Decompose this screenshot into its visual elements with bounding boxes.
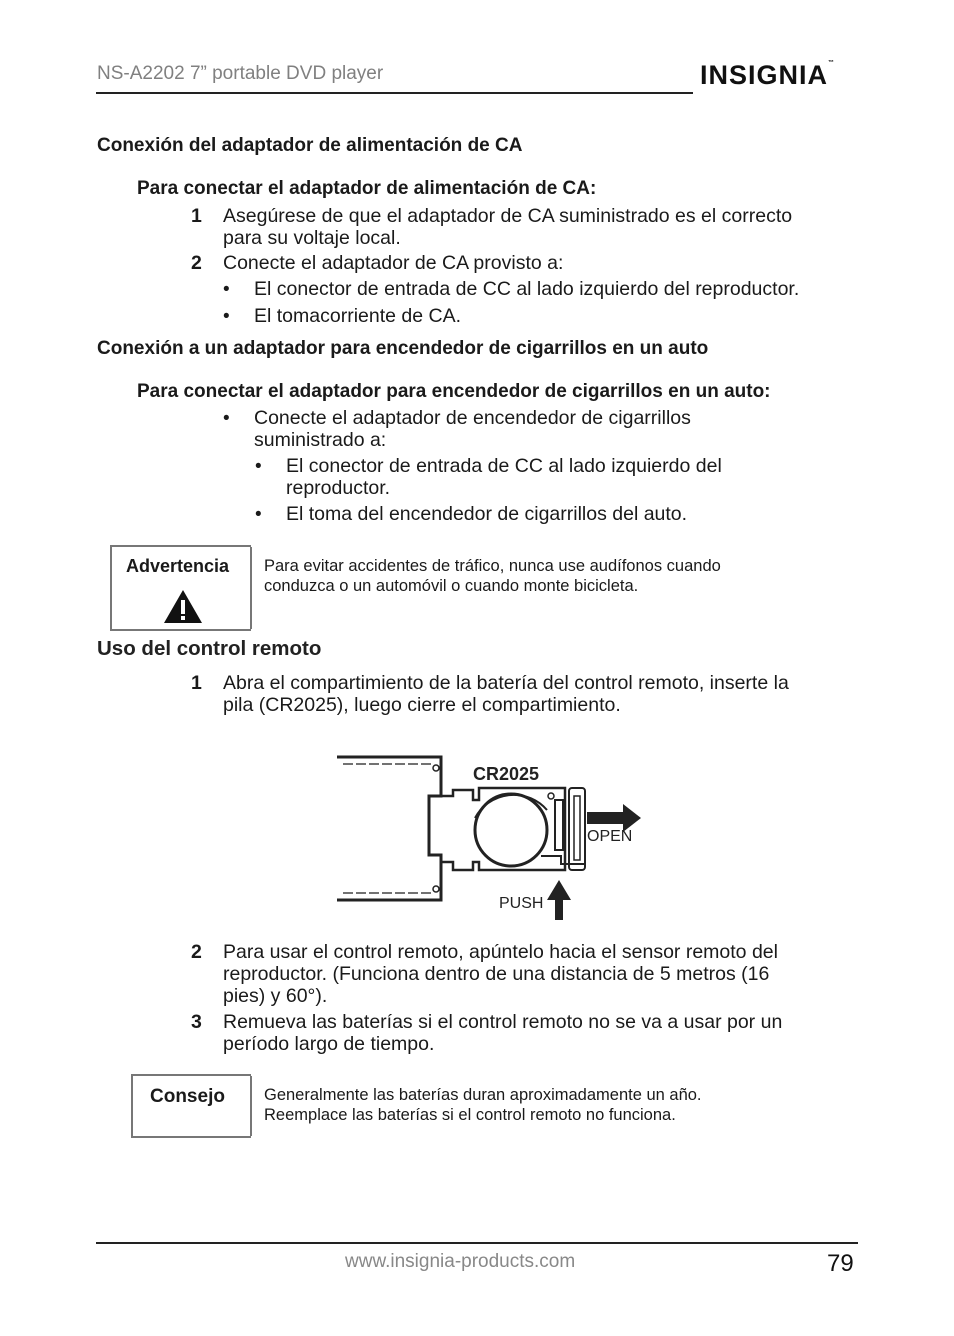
step-number: 2	[191, 941, 202, 963]
step-number: 3	[191, 1011, 202, 1033]
list-item: Conecte el adaptador de encendedor de cigarrillos suministrado a:	[254, 407, 691, 451]
bullet-icon: •	[223, 306, 230, 327]
tip-label: Consejo	[150, 1086, 225, 1107]
list-item: El conector de entrada de CC al lado izquierdo del reproductor.	[286, 455, 722, 499]
page-number: 79	[827, 1250, 854, 1277]
tip-box	[131, 1074, 251, 1138]
bullet-icon: •	[255, 456, 262, 477]
list-item: El tomacorriente de CA.	[254, 305, 462, 327]
bullet-icon: •	[223, 279, 230, 300]
footer-divider	[96, 1242, 858, 1244]
list-item: El toma del encendedor de cigarrillos del auto.	[286, 503, 688, 525]
procedure-heading-ac: Para conectar el adaptador de alimentación de CA:	[137, 178, 597, 199]
insignia-logo: INSIGNIA™	[700, 60, 836, 90]
tip-text: Generalmente las baterías duran aproximadamente un año. Reemplace las baterías si el control remoto no funciona.	[264, 1086, 702, 1124]
footer-url: www.insignia-products.com	[345, 1251, 576, 1272]
warning-box	[110, 545, 251, 631]
bullet-icon: •	[223, 408, 230, 429]
section-heading-remote: Uso del control remoto	[97, 637, 322, 660]
warning-text: Para evitar accidentes de tráfico, nunca use audífonos cuando conduzca o un automóvil o cuando monte bicicleta.	[264, 557, 721, 595]
procedure-heading-car: Para conectar el adaptador para encendedor de cigarrillos en un auto:	[137, 381, 771, 402]
step-number: 1	[191, 205, 202, 227]
step-text: Conecte el adaptador de CA provisto a:	[223, 252, 564, 274]
bullet-icon: •	[255, 504, 262, 525]
header-divider	[96, 92, 693, 94]
section-heading-ac-adapter: Conexión del adaptador de alimentación de CA	[97, 135, 523, 156]
step-number: 2	[191, 252, 202, 274]
document-title: NS-A2202 7” portable DVD player	[97, 63, 384, 84]
battery-compartment-figure	[333, 752, 645, 922]
push-label: PUSH	[499, 895, 544, 912]
open-label: OPEN	[587, 828, 633, 845]
step-text: Para usar el control remoto, apúntelo hacia el sensor remoto del reproductor. (Funciona dentro de una distancia de 5 metros (16 pies) y 60°).	[223, 941, 778, 1007]
battery-type-label: CR2025	[473, 764, 540, 784]
step-text: Asegúrese de que el adaptador de CA suministrado es el correcto para su voltaje local.	[223, 205, 793, 249]
step-text: Abra el compartimiento de la batería del control remoto, inserte la pila (CR2025), luego cierre el compartimiento.	[223, 672, 789, 716]
warning-label: Advertencia	[126, 556, 230, 576]
list-item: El conector de entrada de CC al lado izquierdo del reproductor.	[254, 278, 800, 300]
warning-triangle-icon	[163, 589, 203, 624]
step-number: 1	[191, 672, 202, 694]
step-text: Remueva las baterías si el control remoto no se va a usar por un período largo de tiempo.	[223, 1011, 783, 1055]
section-heading-car-adapter: Conexión a un adaptador para encendedor de cigarrillos en un auto	[97, 338, 709, 359]
